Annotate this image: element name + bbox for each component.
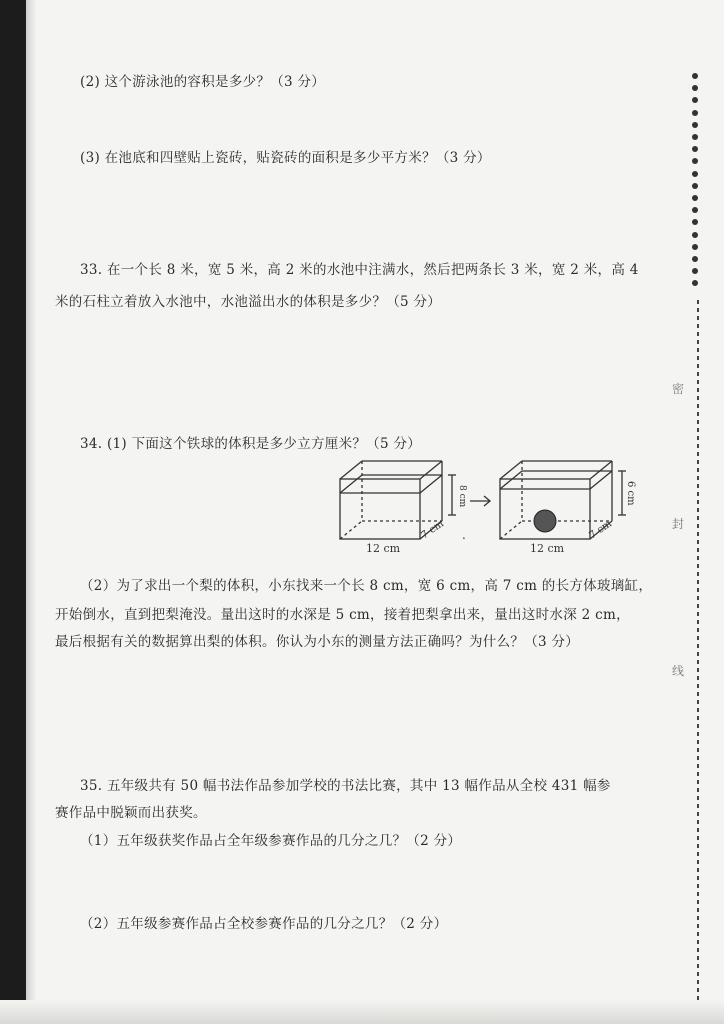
margin-mark-feng: 封 bbox=[672, 517, 685, 531]
right-length-label: 12 cm bbox=[530, 542, 565, 555]
scan-shadow bbox=[26, 0, 36, 1024]
figure-dot: . bbox=[462, 528, 466, 542]
seal-dashed-line bbox=[697, 300, 699, 1000]
question-32-part-2: (2) 这个游泳池的容积是多少？（3 分） bbox=[80, 74, 326, 90]
question-34-part-2-line-3: 最后根据有关的数据算出梨的体积。你认为小东的测量方法正确吗？为什么？（3 分） bbox=[55, 634, 580, 650]
question-34-part-2-line-1: （2）为了求出一个梨的体积，小东找来一个长 8 cm，宽 6 cm，高 7 cm 的长方体玻璃缸， bbox=[80, 578, 653, 594]
scan-bottom-shadow bbox=[0, 1000, 724, 1024]
question-34-part-1: 34. (1) 下面这个铁球的体积是多少立方厘米？（5 分） bbox=[80, 436, 422, 452]
question-33-line-2: 米的石柱立着放入水池中，水池溢出水的体积是多少？（5 分） bbox=[55, 294, 442, 310]
binding-dots bbox=[692, 70, 702, 289]
scan-binding-edge bbox=[0, 0, 26, 1024]
right-height-label: 6 cm bbox=[625, 481, 636, 506]
left-length-label: 12 cm bbox=[366, 542, 401, 555]
question-35-line-1: 35. 五年级共有 50 幅书法作品参加学校的书法比赛，其中 13 幅作品从全校 431 幅参 bbox=[80, 778, 611, 794]
right-width-label: 7 cm bbox=[587, 518, 614, 542]
question-35-part-2: （2）五年级参赛作品占全校参赛作品的几分之几？（2 分） bbox=[80, 916, 448, 932]
question-32-part-3: (3) 在池底和四壁贴上瓷砖，贴瓷砖的面积是多少平方米？（3 分） bbox=[80, 150, 491, 166]
question-35-line-2: 赛作品中脱颖而出获奖。 bbox=[55, 805, 207, 821]
left-height-label: 8 cm bbox=[457, 485, 467, 508]
margin-mark-mi: 密 bbox=[672, 382, 685, 396]
question-34-part-2-line-2: 开始倒水，直到把梨淹没。量出这时的水深是 5 cm，接着把梨拿出来，量出这时水深 2 cm， bbox=[55, 607, 630, 623]
question-35-part-1: （1）五年级获奖作品占全年级参赛作品的几分之几？（2 分） bbox=[80, 833, 462, 849]
question-33-line-1: 33. 在一个长 8 米，宽 5 米，高 2 米的水池中注满水，然后把两条长 3 米，宽 2 米，高 4 bbox=[80, 262, 639, 278]
iron-ball bbox=[534, 510, 556, 532]
margin-mark-xian: 线 bbox=[672, 664, 685, 678]
iron-ball-figure bbox=[330, 455, 660, 555]
left-width-label: 7 cm bbox=[419, 518, 446, 542]
